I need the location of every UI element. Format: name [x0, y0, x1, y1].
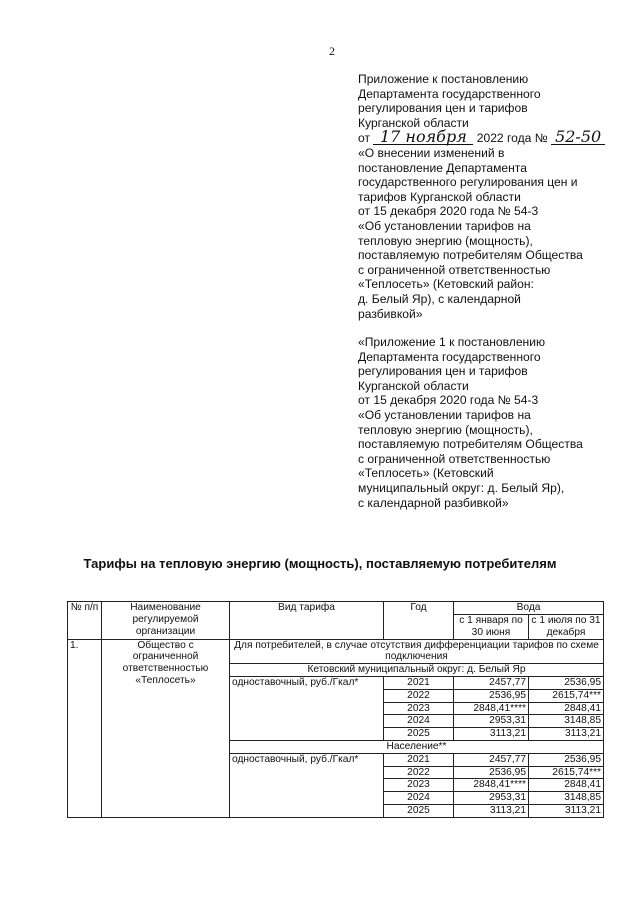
header-line: поставляемую потребителям Общества: [358, 437, 583, 452]
tariff-value-h1: 2848,41****: [454, 779, 529, 792]
header-org: Наименование регулируемой организации: [102, 602, 230, 640]
date-prefix: от: [358, 131, 370, 146]
tariff-value-h2: 2536,95: [529, 676, 604, 689]
header-line: Курганской области: [358, 378, 469, 393]
header-tariff-type: Вид тарифа: [230, 602, 384, 640]
header-line: разбивкой»: [358, 306, 423, 321]
header-line: тепловую энергию (мощность),: [358, 233, 533, 248]
header-period-1: с 1 января по 30 июня: [454, 615, 529, 640]
tariff-value-h1: 3113,21: [454, 804, 529, 817]
year-cell: 2025: [384, 728, 454, 741]
year-cell: 2022: [384, 766, 454, 779]
year-cell: 2021: [384, 676, 454, 689]
tariff-value-h1: 2536,95: [454, 689, 529, 702]
header-line: с ограниченной ответственностью: [358, 451, 551, 466]
paragraph-gap: [358, 321, 613, 335]
header-line: регулирования цен и тарифов: [358, 364, 528, 379]
year-cell: 2023: [384, 702, 454, 715]
header-line: с календарной разбивкой»: [358, 495, 509, 510]
tariff-value-h1: 3113,21: [454, 728, 529, 741]
tariff-value-h1: 2953,31: [454, 715, 529, 728]
year-cell: 2024: [384, 715, 454, 728]
header-line: «Теплосеть» (Кетовский район:: [358, 277, 534, 292]
row-number: 1.: [68, 639, 102, 817]
tariff-value-h2: 2848,41: [529, 702, 604, 715]
tariff-value-h2: 3113,21: [529, 804, 604, 817]
header-line: Департамента государственного: [358, 86, 541, 101]
header-line: государственного регулирования цен и: [358, 175, 578, 190]
district-row: Кетовский муниципальный округ: д. Белый Яр: [230, 664, 604, 677]
header-num: № п/п: [68, 602, 102, 640]
year-cell: 2021: [384, 753, 454, 766]
header-line: Департамента государственного: [358, 349, 541, 364]
condition-note: Для потребителей, в случае отсутствия дифференциации тарифов по схеме подключения: [230, 639, 604, 664]
header-line: с ограниченной ответственностью: [358, 262, 551, 277]
header-line: регулирования цен и тарифов: [358, 101, 528, 116]
tariff-value-h2: 3148,85: [529, 792, 604, 805]
tariff-value-h2: 2615,74***: [529, 689, 604, 702]
header-line: муниципальный округ: д. Белый Яр),: [358, 481, 565, 496]
resolution-date-line: [358, 127, 613, 147]
header-water: Вода: [454, 602, 604, 615]
handwritten-number: 52-50: [551, 130, 605, 145]
tariff-value-h2: 3113,21: [529, 728, 604, 741]
tariff-type-cell: одноставочный, руб./Гкал*: [230, 753, 384, 817]
tariff-value-h1: 2953,31: [454, 792, 529, 805]
header-line: постановление Департамента: [358, 160, 527, 175]
tariff-value-h2: 3148,85: [529, 715, 604, 728]
header-line: «Приложение 1 к постановлению: [358, 335, 546, 350]
tariff-type-cell: одноставочный, руб./Гкал*: [230, 676, 384, 740]
year-cell: 2025: [384, 804, 454, 817]
header-line: тепловую энергию (мощность),: [358, 422, 533, 437]
table-title: Тарифы на тепловую энергию (мощность), поставляемую потребителям: [83, 556, 557, 571]
header-line: «Об установлении тарифов на: [358, 408, 531, 423]
tariff-value-h2: 2848,41: [529, 779, 604, 792]
date-suffix: 2022 года №: [476, 131, 548, 146]
header-line: д. Белый Яр), с календарной: [358, 291, 521, 306]
header-period-2: с 1 июля по 31 декабря: [529, 615, 604, 640]
header-line: поставляемую потребителям Общества: [358, 248, 583, 263]
tariff-value-h1: 2457,77: [454, 676, 529, 689]
year-cell: 2024: [384, 792, 454, 805]
page-number: 2: [329, 44, 335, 58]
header-year: Год: [384, 602, 454, 640]
year-cell: 2022: [384, 689, 454, 702]
header-line: тарифов Курганской области: [358, 189, 521, 204]
handwritten-date: 17 ноября: [373, 130, 473, 145]
organization-name: Общество с ограниченной ответственностью «Теплосеть»: [102, 639, 230, 817]
population-row: Население**: [230, 740, 604, 753]
header-line: «Теплосеть» (Кетовский: [358, 466, 494, 481]
header-line: Приложение к постановлению: [358, 72, 529, 86]
year-cell: 2023: [384, 779, 454, 792]
tariffs-table: [67, 601, 604, 818]
tariff-value-h1: 2848,41****: [454, 702, 529, 715]
header-line: «О внесении изменений в: [358, 145, 505, 160]
tariff-value-h1: 2536,95: [454, 766, 529, 779]
header-line: от 15 декабря 2020 года № 54-3: [358, 393, 539, 408]
header-line: «Об установлении тарифов на: [358, 218, 531, 233]
header-line: Курганской области: [358, 115, 469, 130]
tariff-value-h2: 2536,95: [529, 753, 604, 766]
tariff-value-h2: 2615,74***: [529, 766, 604, 779]
header-line: от 15 декабря 2020 года № 54-3: [358, 204, 539, 219]
tariff-value-h1: 2457,77: [454, 753, 529, 766]
appendix-header: [358, 72, 613, 510]
